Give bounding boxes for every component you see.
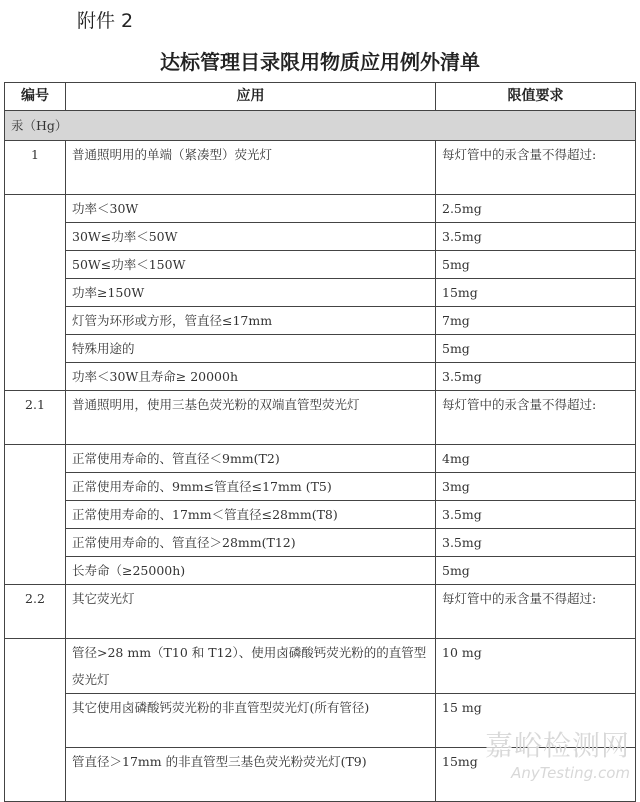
item-application: 灯管为环形或方形，管直径≤17mm — [66, 307, 436, 335]
item-limit: 15mg — [436, 748, 636, 802]
table-row — [5, 639, 636, 694]
table-row — [5, 557, 636, 585]
merged-number-cell — [5, 639, 66, 802]
group-limit: 每灯管中的汞含量不得超过: — [436, 391, 636, 445]
table-row — [5, 529, 636, 557]
item-limit: 5mg — [436, 251, 636, 279]
group-limit: 每灯管中的汞含量不得超过: — [436, 141, 636, 195]
table-row — [5, 473, 636, 501]
watermark — [485, 724, 630, 782]
group-row — [5, 585, 636, 639]
item-limit: 4mg — [436, 445, 636, 473]
table-row — [5, 335, 636, 363]
group-application: 其它荧光灯 — [66, 585, 436, 639]
item-application: 正常使用寿命的、9mm≤管直径≤17mm (T5) — [66, 473, 436, 501]
group-limit: 每灯管中的汞含量不得超过: — [436, 585, 636, 639]
header-limit: 限值要求 — [436, 83, 636, 111]
section-mercury: 汞（Hg） — [5, 111, 636, 141]
item-limit: 3.5mg — [436, 501, 636, 529]
item-limit: 3.5mg — [436, 529, 636, 557]
item-application: 特殊用途的 — [66, 335, 436, 363]
item-application: 正常使用寿命的、管直径＞28mm(T12) — [66, 529, 436, 557]
section-row — [5, 111, 636, 141]
group-number: 2.1 — [5, 391, 66, 445]
group-row — [5, 391, 636, 445]
table-row — [5, 195, 636, 223]
item-application: 管直径＞17mm 的非直管型三基色荧光粉荧光灯(T9) — [66, 748, 436, 802]
item-application: 功率＜30W — [66, 195, 436, 223]
item-limit: 15mg — [436, 279, 636, 307]
item-application: 正常使用寿命的、17mm＜管直径≤28mm(T8) — [66, 501, 436, 529]
header-number: 编号 — [5, 83, 66, 111]
item-limit: 5mg — [436, 335, 636, 363]
header-application: 应用 — [66, 83, 436, 111]
item-limit: 2.5mg — [436, 195, 636, 223]
item-application: 长寿命（≥25000h) — [66, 557, 436, 585]
item-limit: 3.5mg — [436, 223, 636, 251]
item-limit: 15 mg — [436, 694, 636, 748]
item-limit: 3.5mg — [436, 363, 636, 391]
group-application: 普通照明用，使用三基色荧光粉的双端直管型荧光灯 — [66, 391, 436, 445]
group-application: 普通照明用的单端（紧凑型）荧光灯 — [66, 141, 436, 195]
document-title: 达标管理目录限用物质应用例外清单 — [160, 50, 480, 74]
group-row — [5, 141, 636, 195]
item-application: 管径>28 mm（T10 和 T12）、使用卤磷酸钙荧光粉的的直管型荧光灯 — [66, 639, 436, 694]
attachment-label: 附件 2 — [77, 10, 134, 32]
item-application: 功率＜30W且寿命≥ 20000h — [66, 363, 436, 391]
table-row — [5, 363, 636, 391]
table-row — [5, 307, 636, 335]
group-number: 1 — [5, 141, 66, 195]
table-row — [5, 445, 636, 473]
table-row — [5, 251, 636, 279]
table-row — [5, 279, 636, 307]
item-application: 其它使用卤磷酸钙荧光粉的非直管型荧光灯(所有管径) — [66, 694, 436, 748]
item-limit: 3mg — [436, 473, 636, 501]
merged-number-cell — [5, 195, 66, 391]
table-header-row — [5, 83, 636, 111]
watermark-cn: 嘉峪检测网 — [484, 729, 630, 762]
item-application: 功率≥150W — [66, 279, 436, 307]
table-row — [5, 501, 636, 529]
watermark-en: AnyTesting.com — [511, 764, 630, 782]
group-number: 2.2 — [5, 585, 66, 639]
item-limit: 10 mg — [436, 639, 636, 694]
item-application: 30W≤功率＜50W — [66, 223, 436, 251]
item-limit: 5mg — [436, 557, 636, 585]
item-application: 正常使用寿命的、管直径＜9mm(T2) — [66, 445, 436, 473]
item-limit: 7mg — [436, 307, 636, 335]
item-application: 50W≤功率＜150W — [66, 251, 436, 279]
exemption-table — [4, 82, 636, 802]
merged-number-cell — [5, 445, 66, 585]
table-row — [5, 223, 636, 251]
